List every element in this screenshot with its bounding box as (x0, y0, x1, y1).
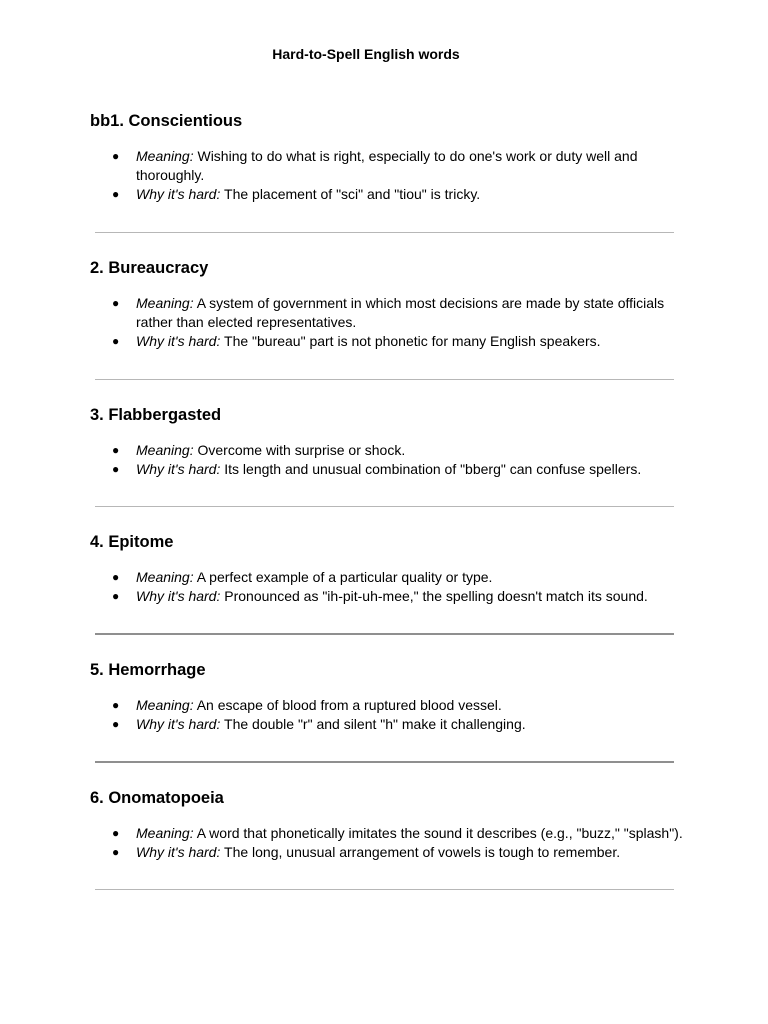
meaning-item (90, 441, 690, 460)
section-heading: bb1. Conscientious (90, 112, 243, 130)
why-item (90, 332, 690, 351)
bullet-dot-icon: ● (112, 570, 120, 584)
meaning-label: Meaning: (136, 569, 194, 585)
bullet-dot-icon: ● (112, 296, 120, 310)
why-label: Why it's hard: (136, 588, 221, 604)
why-label: Why it's hard: (136, 716, 221, 732)
bullet-dot-icon: ● (112, 589, 120, 603)
word-section-epitome (90, 532, 690, 606)
why-text: The long, unusual arrangement of vowels is tough to remember. (224, 844, 621, 860)
why-item (90, 185, 690, 204)
document-title: Hard-to-Spell English words (272, 46, 460, 62)
section-heading: 5. Hemorrhage (90, 661, 206, 679)
meaning-text: A perfect example of a particular quality or type. (196, 569, 493, 585)
section-divider (95, 761, 674, 763)
section-divider (95, 506, 674, 507)
bullet-list (90, 441, 690, 479)
bullet-list (90, 568, 690, 606)
bullet-dot-icon: ● (112, 443, 120, 457)
meaning-item (90, 294, 690, 332)
bullet-dot-icon: ● (112, 187, 120, 201)
word-section-bureaucracy (90, 258, 690, 351)
meaning-text: Overcome with surprise or shock. (197, 442, 406, 458)
meaning-item (90, 696, 690, 715)
meaning-label: Meaning: (136, 295, 194, 311)
meaning-text: An escape of blood from a ruptured blood vessel. (196, 697, 502, 713)
why-item (90, 843, 690, 862)
why-label: Why it's hard: (136, 186, 221, 202)
section-divider (95, 633, 674, 635)
bullet-list (90, 824, 690, 862)
bullet-dot-icon: ● (112, 149, 120, 163)
section-heading: 4. Epitome (90, 533, 174, 551)
why-item (90, 715, 690, 734)
bullet-dot-icon: ● (112, 698, 120, 712)
bullet-list (90, 696, 690, 734)
meaning-text: A word that phonetically imitates the sound it describes (e.g., "buzz," "splash"). (196, 825, 683, 841)
meaning-item (90, 824, 690, 843)
word-section-hemorrhage (90, 660, 690, 734)
meaning-text: A system of government in which most decisions are made by state officials rather than elected representatives. (136, 295, 665, 330)
meaning-item (90, 568, 690, 587)
word-section-onomatopoeia (90, 788, 690, 862)
why-label: Why it's hard: (136, 333, 221, 349)
why-text: The placement of "sci" and "tiou" is tricky. (224, 186, 481, 202)
why-text: Pronounced as "ih-pit-uh-mee," the spelling doesn't match its sound. (224, 588, 648, 604)
meaning-label: Meaning: (136, 697, 194, 713)
bullet-list (90, 294, 690, 351)
why-label: Why it's hard: (136, 461, 221, 477)
section-divider (95, 232, 674, 233)
bullet-dot-icon: ● (112, 334, 120, 348)
meaning-label: Meaning: (136, 148, 194, 164)
bullet-dot-icon: ● (112, 826, 120, 840)
why-text: The double "r" and silent "h" make it challenging. (224, 716, 526, 732)
why-item (90, 460, 690, 479)
meaning-item (90, 147, 690, 185)
meaning-label: Meaning: (136, 825, 194, 841)
section-divider (95, 889, 674, 890)
bullet-dot-icon: ● (112, 845, 120, 859)
section-heading: 6. Onomatopoeia (90, 789, 224, 807)
word-section-flabbergasted (90, 405, 690, 479)
bullet-dot-icon: ● (112, 717, 120, 731)
bullet-dot-icon: ● (112, 462, 120, 476)
why-label: Why it's hard: (136, 844, 221, 860)
word-section-conscientious (90, 111, 690, 204)
why-text: The "bureau" part is not phonetic for many English speakers. (224, 333, 601, 349)
bullet-list (90, 147, 690, 204)
section-divider (95, 379, 674, 380)
why-text: Its length and unusual combination of "bberg" can confuse spellers. (224, 461, 642, 477)
section-heading: 3. Flabbergasted (90, 406, 222, 424)
meaning-label: Meaning: (136, 442, 194, 458)
section-heading: 2. Bureaucracy (90, 259, 209, 277)
meaning-text: Wishing to do what is right, especially to do one's work or duty well and thoroughly. (136, 148, 638, 183)
why-item (90, 587, 690, 606)
